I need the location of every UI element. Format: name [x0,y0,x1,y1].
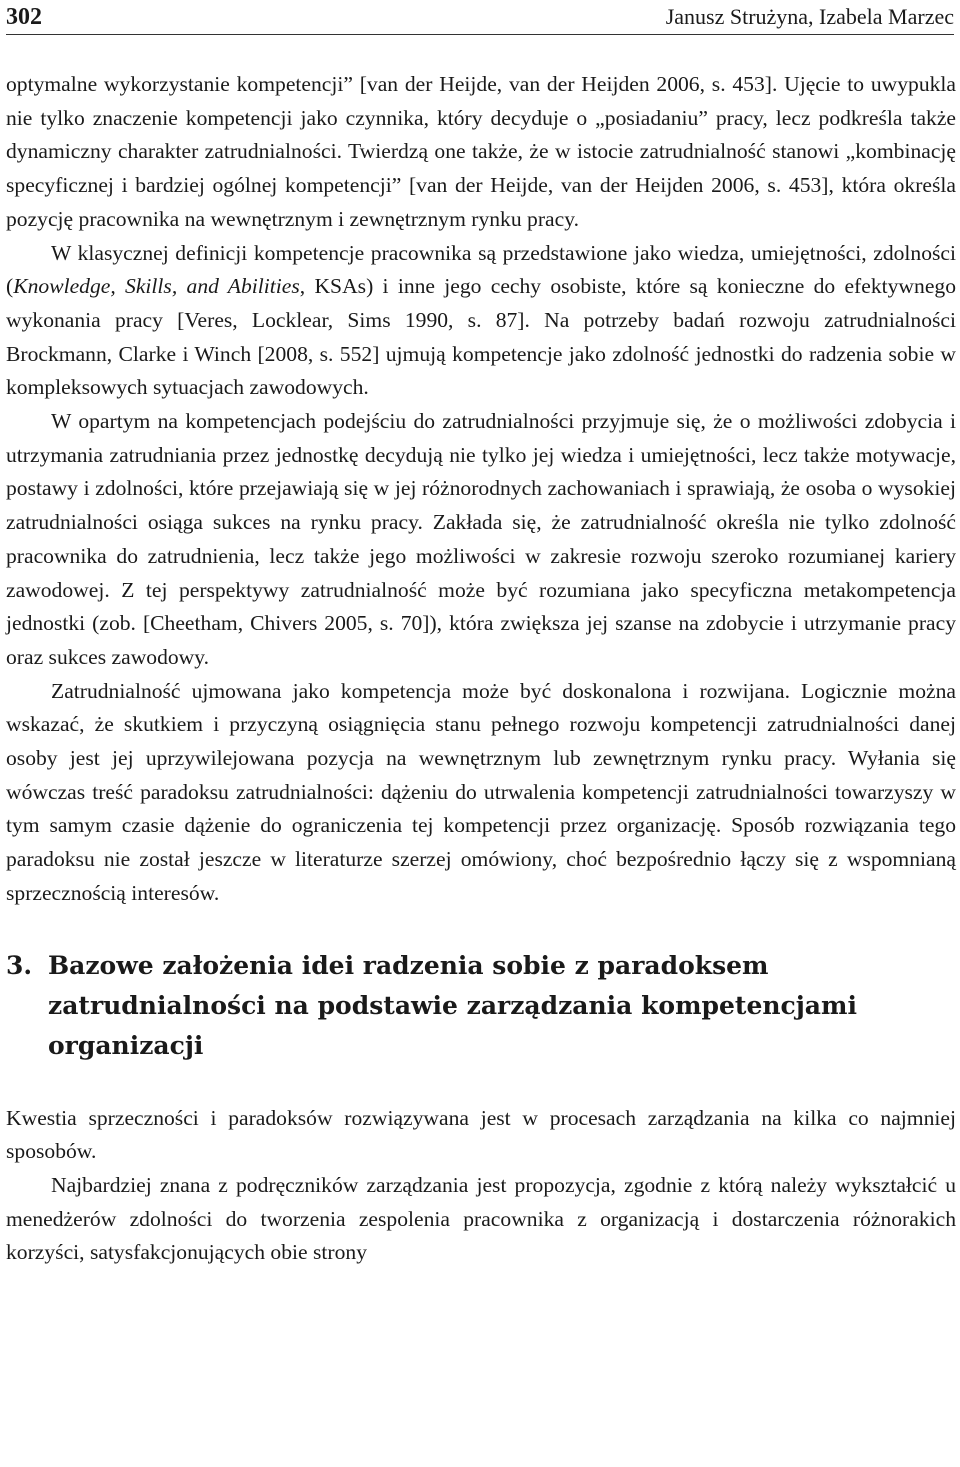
italic-term: Knowledge, Skills, and Abilities [13,274,300,299]
paragraph-textbook-proposal: Najbardziej znana z podręczników zarządzania jest propozycja, zgodnie z którą należy wykształcić u menedżerów zdolności do tworzenia zespolenia pracownika z organizacją i dostarczenia różnorakich korzyści, satysfakcjonujących obie strony [6,1172,956,1265]
paragraph-employability-paradox: Zatrudnialność ujmowana jako kompetencja może być doskonalona i rozwijana. Logicznie można wskazać, że skutkiem i przyczyną osiągnięcia stanu pełnego rozwoju kompetencji zatrudnialności danej osoby jest jej uprzywilejowana pozycja na wewnętrznym lub zewnętrznym rynku pracy. Wyłania się wówczas treść paradoksu zatrudnialności: dążeniu do utrwalenia kompetencji zatrudnialności towarzyszy w tym samym czasie dążenie do ograniczenia tej kompetencji przez organizację. Sposób rozwiązania tego paradoksu nie został jeszcze w literaturze szerzej omówiony, choć bezpośrednio łączy się z wspomnianą sprzecznością interesów. [6,678,956,905]
paragraph-text-end: , KSAs) i inne jego cechy osobiste, które są konieczne do efektywnego wykonania pracy [Veres, Locklear, Sims 1990, s. 87]. Na potrzeby badań rozwoju zatrudnialności Brockmann, Clarke i Winch [2008, s. 552] ujmują kompetencje jako zdolność jednostki do radzenia sobie w kompleksowych sytuacjach zawodowych. [6,274,956,400]
paragraph-ksa-definition [6,237,956,406]
section-heading [6,946,956,1066]
page-header [6,0,954,35]
section-number: 3. [6,950,33,980]
paragraph-text-start: W klasycznej definicji kompetencje pracownika są przedstawione jako wiedza, umiejętności, zdolności ( [6,240,956,299]
body-text [6,68,956,1270]
section-title: Bazowe założenia idei radzenia sobie z paradoksem zatrudnialności na podstawie zarządzania kompetencjami organizacji [48,950,857,1060]
running-head-authors: Janusz Strużyna, Izabela Marzec [665,4,954,29]
page-number: 302 [6,4,42,30]
paragraph-continued: optymalne wykorzystanie kompetencji” [van der Heijde, van der Heijden 2006, s. 453]. Ujęcie to uwypukla nie tylko znaczenie kompetencji jako czynnika, który decyduje o „posiadaniu” pracy, lecz podkreśla także dynamiczny charakter zatrudnialności. Twierdzą one także, że w istocie zatrudnialność stanowi „kombinację specyficznej i bardziej ogólnej kompetencji” [van der Heijde, van der Heijden 2006, s. 453], która określa pozycję pracownika na wewnętrznym i zewnętrznym rynku pracy. [6,72,956,231]
paragraph-competence-approach: W opartym na kompetencjach podejściu do zatrudnialności przyjmuje się, że o możliwości zdobycia i utrzymania zatrudniania przez jednostkę decydują nie tylko jej wiedza i umiejętności, lecz także motywacje, postawy i zdolności, które przejawiają się w jej różnorodnych zachowaniach i sprawiają, że osoba o wysokiej zatrudnialności osiąga sukces na rynku pracy. Zakłada się, że zatrudnialność określa nie tylko zdolność pracownika do zatrudnienia, lecz także jego możliwości w zakresie rozwoju szeroko rozumianej kariery zawodowej. Z tej perspektywy zatrudnialność może być rozumiana jako specyficzna metakompetencja jednostki (zob. [Cheetham, Chivers 2005, s. 70]), która zwiększa jej szanse na zdobycie i utrzymanie pracy oraz sukces zawodowy. [6,409,956,669]
paragraph-section-intro: Kwestia sprzeczności i paradoksów rozwiązywana jest w procesach zarządzania na kilka co najmniej sposobów. [6,1105,956,1164]
